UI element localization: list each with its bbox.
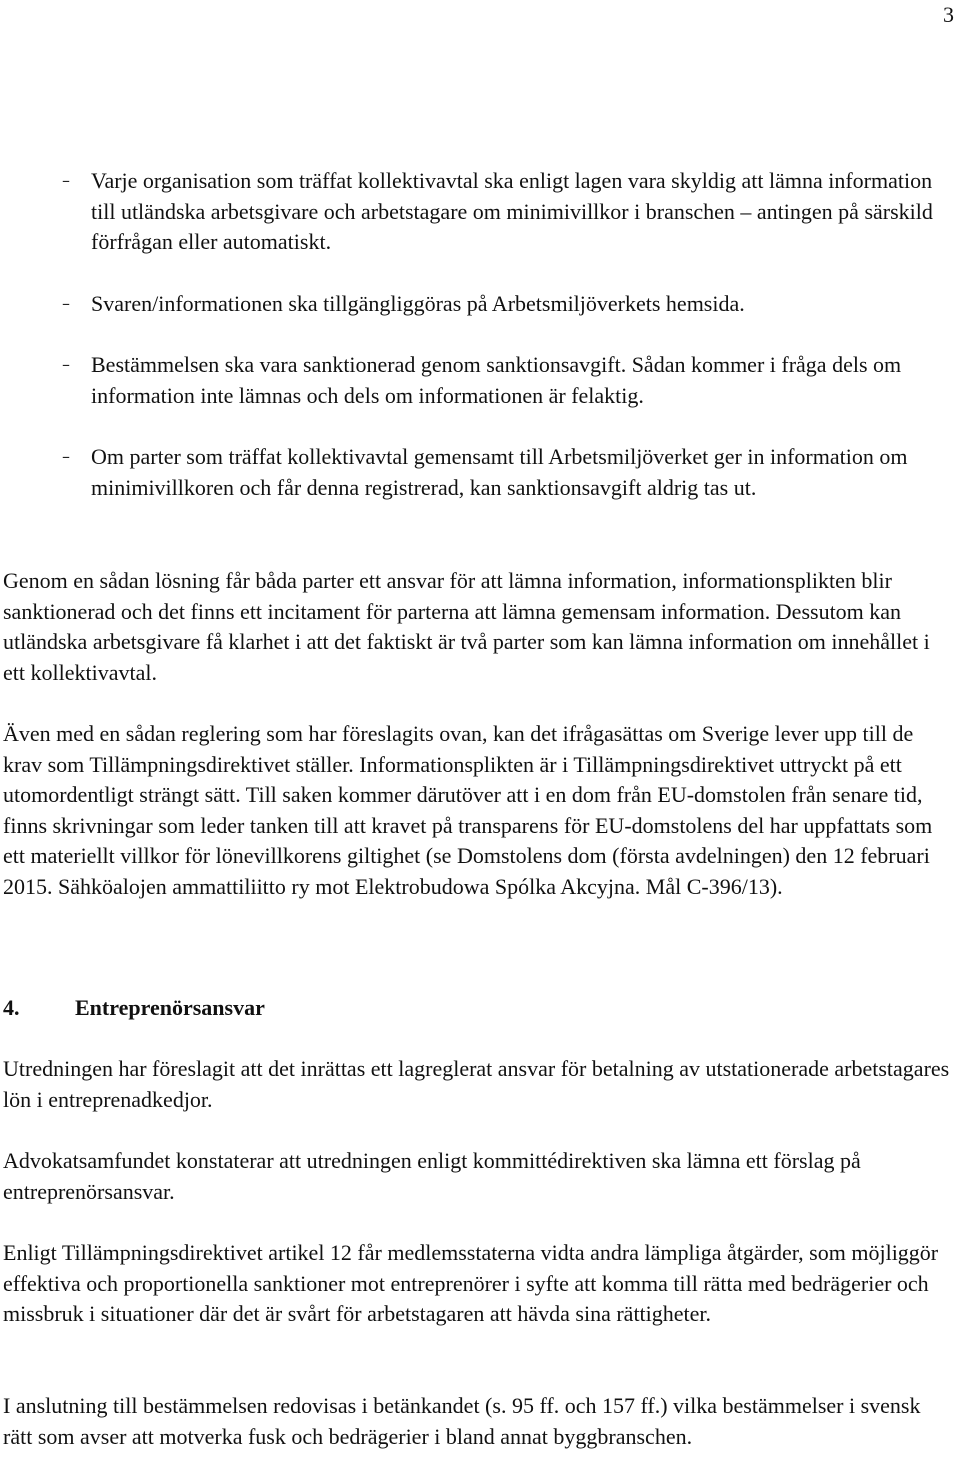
dash-bullet-icon: –	[62, 355, 70, 374]
bullet-item	[0, 289, 960, 320]
bullet-item	[0, 442, 960, 503]
paragraph: Advokatsamfundet konstaterar att utredningen enligt kommittédirektiven ska lämna ett förslag på entreprenörsansvar.	[3, 1148, 861, 1204]
paragraph: Enligt Tillämpningsdirektivet artikel 12 får medlemsstaterna vidta andra lämpliga åtgärder, som möjliggör effektiva och proportionella sanktioner mot entreprenörer i syfte att komma till rätta med bedrägerier och missbruk i situationer där det är svårt för arbetstagaren att hävda sina rättigheter.	[3, 1240, 939, 1327]
bullet-text: Om parter som träffat kollektivavtal gemensamt till Arbetsmiljöverket ger in information om minimivillkoren och får denna registrerad, kan sanktionsavgift aldrig tas ut.	[91, 444, 908, 500]
page-number: 3	[943, 2, 954, 27]
bullet-list	[0, 166, 960, 534]
bullet-text: Bestämmelsen ska vara sanktionerad genom sanktionsavgift. Sådan kommer i fråga dels om information inte lämnas och dels om informationen är felaktig.	[91, 352, 902, 408]
dash-bullet-icon: –	[62, 171, 70, 190]
bullet-text: Svaren/informationen ska tillgängliggöras på Arbetsmiljöverkets hemsida.	[91, 290, 745, 316]
bullet-item	[0, 166, 960, 258]
paragraph: Genom en sådan lösning får båda parter ett ansvar för att lämna information, informationsplikten blir sanktionerad och det finns ett incitament för parterna att lämna gemensam information. Dessutom kan utländska arbetsgivare få klarhet i att det faktiskt är två parter som kan lämna information om innehållet i ett kollektivavtal.	[3, 568, 930, 685]
section-heading	[3, 993, 265, 1023]
paragraph: Även med en sådan reglering som har föreslagits ovan, kan det ifrågasättas om Sverige lever upp till de krav som Tillämpningsdirektivet ställer. Informationsplikten är i Tillämpningsdirektivet uttryckt på ett utomordentligt strängt sätt. Till saken kommer därutöver att i en dom från EU-domstolen från senare tid, finns skrivningar som leder tanken till att kravet på transparens för EU-domstolens del har uppfattats som ett materiellt villkor för lönevillkorens giltighet (se Domstolens dom (första avdelningen) den 12 februari 2015. Sähköalojen ammattiliitto ry mot Elektrobudowa Spólka Akcyjna. Mål C-396/13).	[3, 721, 933, 899]
section-number: 4.	[3, 995, 20, 1020]
paragraph: Utredningen har föreslagit att det inrättas ett lagreglerat ansvar för betalning av utstationerade arbetstagares lön i entreprenadkedjor.	[3, 1056, 950, 1112]
bullet-item	[0, 350, 960, 411]
section-title: Entreprenörsansvar	[75, 995, 265, 1020]
bullet-text: Varje organisation som träffat kollektivavtal ska enligt lagen vara skyldig att lämna information till utländska arbetsgivare och arbetstagare om minimivillkor i branschen – antingen på särskild förfrågan eller automatiskt.	[91, 168, 933, 254]
paragraph: I anslutning till bestämmelsen redovisas i betänkandet (s. 95 ff. och 157 ff.) vilka bestämmelser i svensk rätt som avser att motverka fusk och bedrägerier i bland annat byggbranschen.	[3, 1393, 921, 1449]
dash-bullet-icon: –	[62, 447, 70, 466]
dash-bullet-icon: –	[62, 293, 70, 313]
